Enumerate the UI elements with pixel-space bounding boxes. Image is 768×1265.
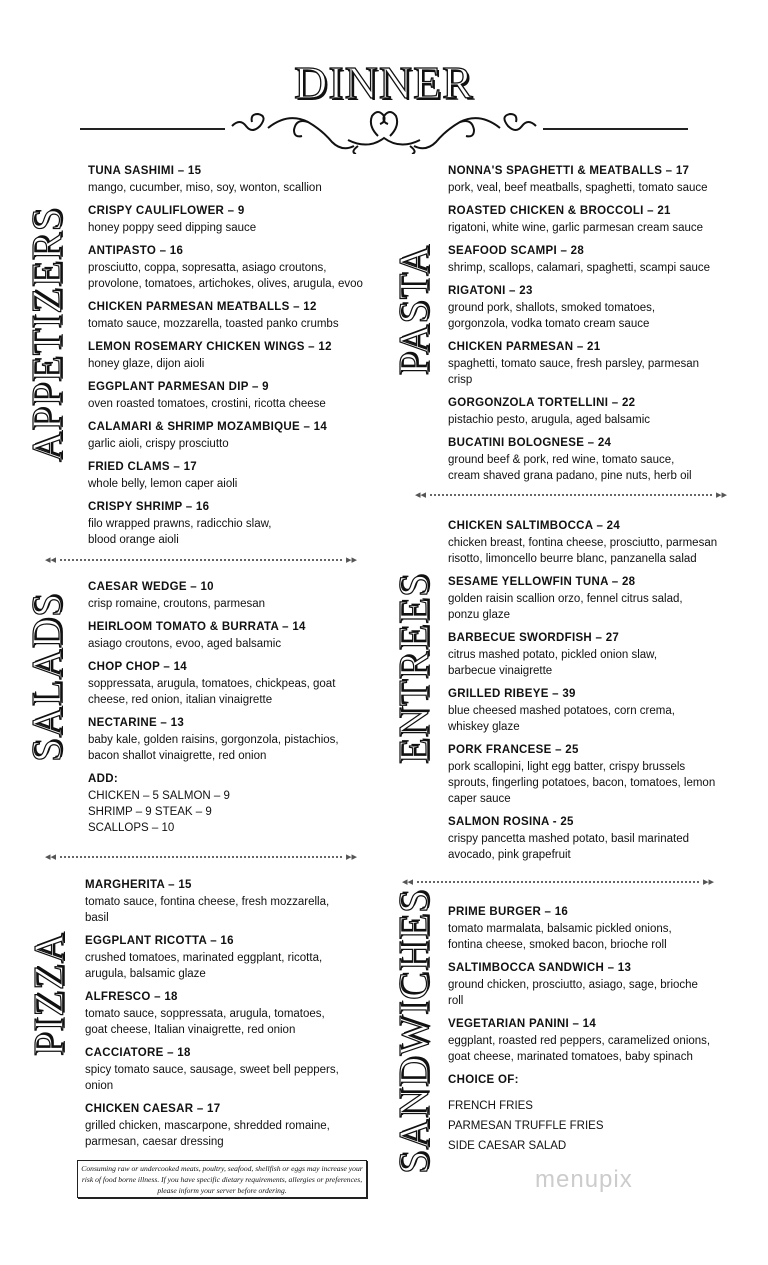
menu-item-name: CHICKEN SALTIMBOCCA – 24 bbox=[448, 520, 621, 532]
appetizers-list bbox=[88, 163, 368, 555]
menu-item-description: crisp romaine, croutons, parmesan bbox=[88, 598, 266, 610]
menu-item-description: tomato marmalata, balsamic pickled onions, fontina cheese, smoked bacon, brioche roll bbox=[448, 923, 672, 951]
menu-item-description: eggplant, roasted red peppers, caramelized onions, goat cheese, marinated tomatoes, baby spinach bbox=[448, 1035, 711, 1063]
menu-item bbox=[448, 395, 763, 428]
menu-item bbox=[448, 203, 763, 236]
menu-item-name: CHICKEN PARMESAN – 21 bbox=[448, 341, 601, 353]
menu-item bbox=[88, 203, 368, 236]
menu-item-name: LEMON ROSEMARY CHICKEN WINGS – 12 bbox=[88, 341, 332, 353]
menu-item bbox=[88, 299, 368, 332]
menu-item-description: chicken breast, fontina cheese, prosciutto, parmesan risotto, limoncello beurre blanc, panzanella salad bbox=[448, 537, 718, 565]
menu-item-name: ROASTED CHICKEN & BROCCOLI – 21 bbox=[448, 205, 671, 217]
menu-item bbox=[88, 715, 368, 764]
menu-item-name: BARBECUE SWORDFISH – 27 bbox=[448, 632, 620, 644]
menu-item bbox=[448, 518, 763, 567]
menu-item bbox=[448, 435, 763, 484]
menu-item-description: filo wrapped prawns, radicchio slaw, blood orange aioli bbox=[88, 518, 272, 546]
menu-item-name: PRIME BURGER – 16 bbox=[448, 906, 569, 918]
menu-item-name: NECTARINE – 13 bbox=[88, 717, 185, 729]
menu-item-description: crushed tomatoes, marinated eggplant, ricotta, arugula, balsamic glaze bbox=[85, 952, 323, 980]
menu-item bbox=[85, 1101, 365, 1150]
menu-item-description: CHICKEN – 5 SALMON – 9 SHRIMP – 9 STEAK – 9 SCALLOPS – 10 bbox=[88, 790, 230, 834]
menu-item-description: ground beef & pork, red wine, tomato sauce, cream shaved grana padano, pine nuts, herb oil bbox=[448, 454, 692, 482]
menu-item bbox=[85, 877, 365, 926]
menu-item-description: oven roasted tomatoes, crostini, ricotta cheese bbox=[88, 398, 326, 410]
menu-item-name: SALTIMBOCCA SANDWICH – 13 bbox=[448, 962, 632, 974]
menu-item bbox=[88, 339, 368, 372]
menu-item-description: golden raisin scallion orzo, fennel citrus salad, ponzu glaze bbox=[448, 593, 683, 621]
section-divider: ◂◂ ▸▸ bbox=[402, 876, 714, 888]
menu-item bbox=[448, 960, 763, 1009]
side-choice: SIDE CAESAR SALAD bbox=[448, 1140, 567, 1152]
menu-item-name: CHICKEN PARMESAN MEATBALLS – 12 bbox=[88, 301, 317, 313]
menu-item-name: RIGATONI – 23 bbox=[448, 285, 533, 297]
menu-item-description: citrus mashed potato, pickled onion slaw, barbecue vinaigrette bbox=[448, 649, 658, 677]
menu-item-name: CRISPY CAULIFLOWER – 9 bbox=[88, 205, 245, 217]
salads-list bbox=[88, 579, 368, 843]
menu-item-name: TUNA SASHIMI – 15 bbox=[88, 165, 202, 177]
menu-item-description: asiago croutons, evoo, aged balsamic bbox=[88, 638, 282, 650]
menu-item bbox=[88, 243, 368, 292]
menu-item bbox=[448, 163, 763, 196]
menu-item bbox=[448, 1016, 763, 1065]
side-choice: FRENCH FRIES bbox=[448, 1100, 533, 1112]
menu-item bbox=[448, 339, 763, 388]
menu-item-name: CHOP CHOP – 14 bbox=[88, 661, 188, 673]
menu-item-name: ALFRESCO – 18 bbox=[85, 991, 178, 1003]
section-title-entrees: ENTREES bbox=[392, 572, 438, 764]
menu-item bbox=[448, 1072, 763, 1089]
menu-item-description: tomato sauce, soppressata, arugula, tomatoes, goat cheese, Italian vinaigrette, red onion bbox=[85, 1008, 325, 1036]
menu-item bbox=[85, 933, 365, 982]
menu-item-name: CHOICE OF: bbox=[448, 1074, 519, 1086]
menu-item-description: honey poppy seed dipping sauce bbox=[88, 222, 257, 234]
menupix-watermark: menupix bbox=[535, 1166, 633, 1193]
menu-item bbox=[88, 459, 368, 492]
menu-item-name: CALAMARI & SHRIMP MOZAMBIQUE – 14 bbox=[88, 421, 328, 433]
menu-item-description: tomato sauce, mozzarella, toasted panko crumbs bbox=[88, 318, 339, 330]
menu-item-name: NONNA'S SPAGHETTI & MEATBALLS – 17 bbox=[448, 165, 690, 177]
menu-item-description: pork scallopini, light egg batter, crispy brussels sprouts, fingerling potatoes, bacon, tomatoes, lemon caper sauce bbox=[448, 761, 716, 805]
menu-item-name: FRIED CLAMS – 17 bbox=[88, 461, 197, 473]
menu-item-name: CACCIATORE – 18 bbox=[85, 1047, 191, 1059]
menu-item-name: EGGPLANT RICOTTA – 16 bbox=[85, 935, 234, 947]
menu-item-description: spaghetti, tomato sauce, fresh parsley, parmesan crisp bbox=[448, 358, 700, 386]
header-rule-left bbox=[80, 128, 225, 130]
menu-item-description: baby kale, golden raisins, gorgonzola, pistachios, bacon shallot vinaigrette, red onion bbox=[88, 734, 339, 762]
entrees-list bbox=[448, 518, 763, 870]
menu-item bbox=[88, 579, 368, 612]
menu-item-name: BUCATINI BOLOGNESE – 24 bbox=[448, 437, 612, 449]
section-divider: ◂◂ ▸▸ bbox=[45, 851, 357, 863]
menu-item-name: SEAFOOD SCAMPI – 28 bbox=[448, 245, 585, 257]
menu-item-description: mango, cucumber, miso, soy, wonton, scallion bbox=[88, 182, 322, 194]
menu-item bbox=[448, 686, 763, 735]
menu-item-description: rigatoni, white wine, garlic parmesan cream sauce bbox=[448, 222, 704, 234]
menu-item-description: garlic aioli, crispy prosciutto bbox=[88, 438, 229, 450]
menu-item bbox=[88, 619, 368, 652]
menu-item-description: pistachio pesto, arugula, aged balsamic bbox=[448, 414, 651, 426]
menu-item bbox=[88, 419, 368, 452]
menu-item-name: SESAME YELLOWFIN TUNA – 28 bbox=[448, 576, 636, 588]
menu-item-name: EGGPLANT PARMESAN DIP – 9 bbox=[88, 381, 269, 393]
side-choice: PARMESAN TRUFFLE FRIES bbox=[448, 1120, 604, 1132]
menu-item-description: whole belly, lemon caper aioli bbox=[88, 478, 238, 490]
menu-item bbox=[88, 163, 368, 196]
menu-item bbox=[448, 742, 763, 807]
menu-item-name: VEGETARIAN PANINI – 14 bbox=[448, 1018, 597, 1030]
menu-item-description: tomato sauce, fontina cheese, fresh mozzarella, basil bbox=[85, 896, 330, 924]
section-title-sandwiches: SANDWICHES bbox=[392, 888, 438, 1174]
menu-item bbox=[88, 771, 368, 836]
sandwiches-list bbox=[448, 904, 763, 1156]
pizza-list bbox=[85, 877, 365, 1157]
section-divider: ◂◂ ▸▸ bbox=[415, 489, 727, 501]
menu-item bbox=[448, 243, 763, 276]
menu-item-name: GORGONZOLA TORTELLINI – 22 bbox=[448, 397, 636, 409]
menu-item bbox=[88, 379, 368, 412]
menu-item bbox=[85, 1045, 365, 1094]
menu-item-name: ANTIPASTO – 16 bbox=[88, 245, 184, 257]
section-title-salads: SALADS bbox=[25, 592, 71, 762]
menu-item bbox=[88, 499, 368, 548]
menu-item bbox=[85, 989, 365, 1038]
section-title-appetizers: APPETIZERS bbox=[25, 206, 71, 462]
section-title-pasta: PASTA bbox=[392, 244, 438, 376]
menu-item-name: MARGHERITA – 15 bbox=[85, 879, 192, 891]
section-divider: ◂◂ ▸▸ bbox=[45, 554, 357, 566]
menu-item-description: spicy tomato sauce, sausage, sweet bell peppers, onion bbox=[85, 1064, 339, 1092]
menu-item-description: blue cheesed mashed potatoes, corn crema, whiskey glaze bbox=[448, 705, 675, 733]
food-safety-disclaimer: Consuming raw or undercooked meats, poultry, seafood, shellfish or eggs may increase your risk of food borne illness. If you have specific dietary requirements, allergies or preferences, please inform your server before ordering. bbox=[77, 1160, 367, 1198]
menu-item-description: shrimp, scallops, calamari, spaghetti, scampi sauce bbox=[448, 262, 711, 274]
menu-item-description: soppressata, arugula, tomatoes, chickpeas, goat cheese, red onion, italian vinaigrette bbox=[88, 678, 336, 706]
pasta-list bbox=[448, 163, 763, 491]
menu-item-description: prosciutto, coppa, sopresatta, asiago croutons, provolone, tomatoes, artichokes, olives, arugula, evoo bbox=[88, 262, 363, 290]
flourish-ornament bbox=[228, 108, 540, 154]
menu-item-name: PORK FRANCESE – 25 bbox=[448, 744, 579, 756]
menu-item bbox=[88, 659, 368, 708]
menu-item-name: HEIRLOOM TOMATO & BURRATA – 14 bbox=[88, 621, 306, 633]
menu-item-name: SALMON ROSINA - 25 bbox=[448, 816, 574, 828]
menu-item-description: ground pork, shallots, smoked tomatoes, gorgonzola, vodka tomato cream sauce bbox=[448, 302, 656, 330]
menu-item-description: pork, veal, beef meatballs, spaghetti, tomato sauce bbox=[448, 182, 708, 194]
menu-item bbox=[448, 630, 763, 679]
menu-title: DINNER bbox=[294, 57, 474, 108]
menu-item-description: grilled chicken, mascarpone, shredded romaine, parmesan, caesar dressing bbox=[85, 1120, 330, 1148]
menu-item-name: ADD: bbox=[88, 773, 118, 785]
menu-item-description: ground chicken, prosciutto, asiago, sage, brioche roll bbox=[448, 979, 698, 1007]
menu-item-name: CRISPY SHRIMP – 16 bbox=[88, 501, 210, 513]
menu-item-description: honey glaze, dijon aioli bbox=[88, 358, 205, 370]
menu-item-name: GRILLED RIBEYE – 39 bbox=[448, 688, 576, 700]
section-title-pizza: PIZZA bbox=[27, 932, 73, 1056]
menu-item-description: crispy pancetta mashed potato, basil marinated avocado, pink grapefruit bbox=[448, 833, 689, 861]
menu-item-name: CAESAR WEDGE – 10 bbox=[88, 581, 214, 593]
menu-item-name: CHICKEN CAESAR – 17 bbox=[85, 1103, 221, 1115]
menu-item bbox=[448, 814, 763, 863]
header-rule-right bbox=[543, 128, 688, 130]
menu-item bbox=[448, 283, 763, 332]
menu-item bbox=[448, 904, 763, 953]
menu-item bbox=[448, 574, 763, 623]
